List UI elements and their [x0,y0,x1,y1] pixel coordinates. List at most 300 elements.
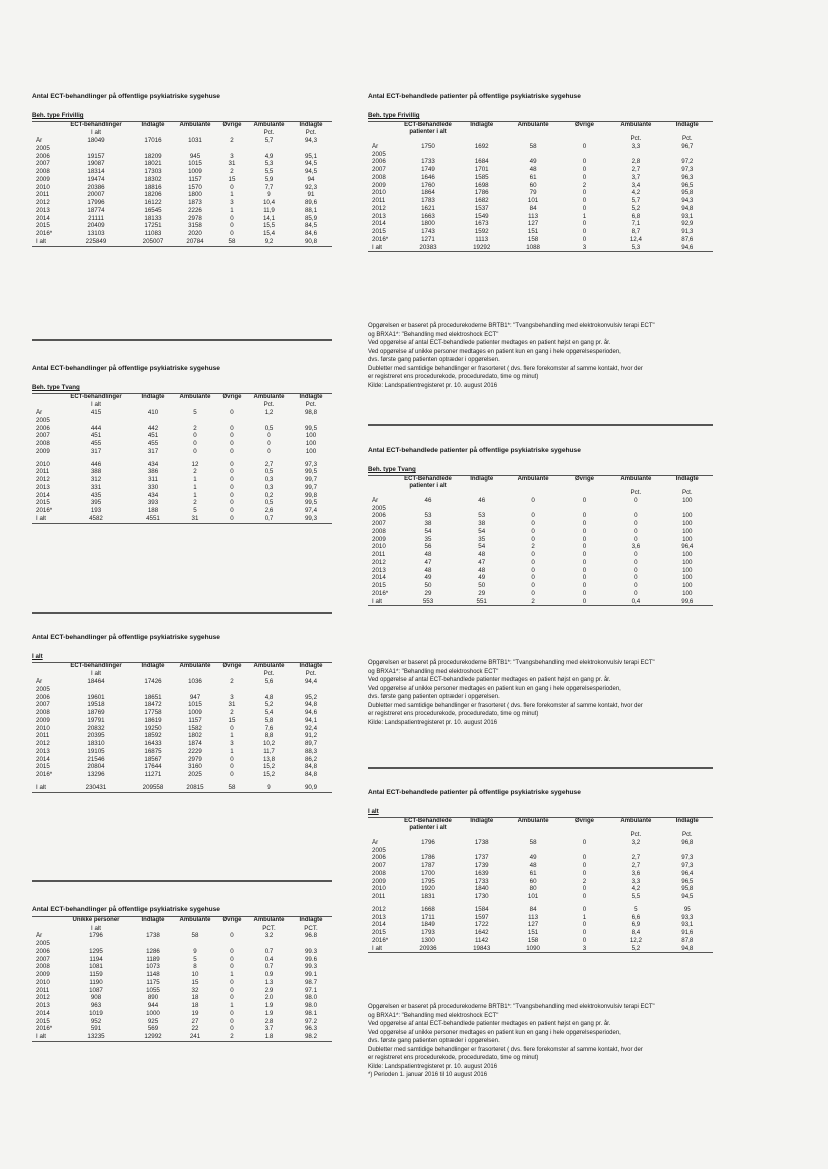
value-cell: 49 [529,158,537,166]
value-cell: 908 [90,994,102,1002]
value-cell: 93,1 [681,921,694,929]
value-cell: 11083 [144,230,162,238]
value-cell: 0 [230,440,234,448]
year-cell: 2009 [36,716,50,724]
value-cell [174,940,216,948]
year-cell: 2010 [372,885,386,893]
value-cell: 1537 [474,204,489,212]
value-cell: 9,2 [248,238,290,246]
value-cell: 19 [191,1009,199,1017]
table-row [368,205,713,213]
value-cell: 1692 [474,142,489,150]
value-cell: 0 [531,535,535,543]
value-cell [610,151,661,159]
value-cell: 1639 [474,869,489,877]
value-cell [132,145,174,153]
value-cell: 3 [230,199,234,207]
year-cell: 2010 [36,978,50,986]
table-title: Antal ECT-behandlede patienter på offentlige psykiatriske sygehuse [368,447,581,454]
value-cell: 100 [682,558,693,566]
value-cell [60,417,132,425]
value-cell: 31 [228,701,236,709]
value-cell: 0 [230,483,234,491]
table-row [368,551,713,559]
table-body [368,497,713,606]
value-cell: 92,3 [304,183,318,191]
value-cell: 15 [191,978,199,986]
value-cell: 94,8 [304,701,318,709]
table-row [32,468,332,476]
value-cell: 95,2 [304,693,318,701]
value-cell: 56 [424,543,432,551]
value-cell: 90,8 [290,238,332,246]
value-cell: 98.2 [290,1033,332,1041]
value-cell: 17303 [144,168,162,176]
value-cell [507,505,558,513]
value-cell: 11,7 [263,747,275,755]
value-cell: 0 [230,214,234,222]
value-cell: 91,2 [304,732,318,740]
value-cell: 5,2 [610,945,661,953]
value-cell: 94,5 [681,893,694,901]
value-cell: 20386 [87,183,105,191]
value-cell: 18206 [144,191,162,199]
year-cell: 2005 [36,685,50,693]
table-row [32,222,332,230]
value-cell: 1087 [89,986,103,994]
table-row [368,182,713,190]
value-cell: 0 [193,432,197,440]
value-cell: 1 [582,913,587,921]
value-cell: 2 [193,424,197,432]
table-row [368,166,713,174]
value-cell: 12992 [132,1033,174,1041]
year-cell: 2016* [372,936,389,944]
value-cell: 1 [230,971,234,979]
value-cell: 0 [582,838,587,846]
value-cell [216,417,248,425]
value-cell: 15,4 [262,230,276,238]
data-table: ECT-Behandlede patienter i alt Indlagte Ambulante Øvrige Ambulante Indlagte Pct. Pct. År 1796 1738 58 0 3,2 96,8 2005 2006 1786 1737 49 0 2,7 97,3 2007 1787 1739 48 0 2,7 97,3 2008 1700 1639 61 0 3,6 96,4 2009 1795 1733 60 2 3,3 96,5 2010 1920 1840 80 0 4,2 95,8 2011 1831 1730 101 0 5,5 94,5 2012 1668 1584 84 0 5 95 2013 1711 1597 113 1 6,6 93,3 2014 1849 1722 127 0 6,9 93,1 2015 1793 1642 151 0 8,4 91,6 2016* 1300 1142 158 0 12,2 87,8 I alt 20936 19843 1090 3 5,2 94,8 [368,817,713,953]
value-cell: 0 [582,574,587,582]
value-cell: 18209 [144,152,162,160]
table-row [32,145,332,153]
value-cell: 2 [193,499,197,507]
value-cell [290,417,332,425]
value-cell: 1.9 [264,1009,274,1017]
year-cell: 2010 [36,183,50,191]
value-cell: 1175 [146,978,160,986]
year-cell: 2016* [36,771,53,779]
value-cell: 10 [191,971,199,979]
value-cell: 569 [147,1025,159,1033]
year-cell: 2013 [36,1002,50,1010]
table-row [32,732,332,740]
table-row [32,238,332,246]
value-cell: 96,5 [681,877,694,885]
value-cell: 15,5 [262,222,276,230]
value-cell: 96,3 [681,173,694,181]
year-cell: 2012 [36,199,50,207]
table-row [368,189,713,197]
value-cell: 8,7 [631,228,641,236]
value-cell: 1190 [89,978,103,986]
table-row [368,590,713,598]
value-cell: 94,3 [304,137,318,145]
value-cell: 5,4 [264,709,274,717]
value-cell [507,847,558,855]
table-row [32,207,332,215]
value-cell: 0 [230,1017,234,1025]
value-cell: 0 [230,507,234,515]
year-cell: 2016* [36,1025,53,1033]
table-row [368,921,713,929]
value-cell: 13235 [60,1033,132,1041]
value-cell: 0.7 [264,947,274,955]
value-cell: 19843 [456,945,507,953]
table-subtitle: I alt [368,808,379,816]
value-cell: 0 [582,189,587,197]
value-cell: 1739 [474,862,489,870]
year-cell: 2009 [372,535,386,543]
value-cell: 97,4 [304,507,318,515]
notes-block [368,1003,798,1080]
value-cell: 2.9 [264,986,274,994]
value-cell: 1090 [507,945,558,953]
table-body [368,143,713,252]
table-row [32,417,332,425]
table-row [368,536,713,544]
data-table: ECT-Behandlede patienter i alt Indlagte Ambulante Øvrige Ambulante Indlagte Pct. Pct. År 1750 1692 58 0 3,3 96,7 2005 2006 1733 1684 49 0 2,8 97,2 2007 1749 1701 48 0 2,7 97,3 2008 1646 1585 61 0 3,7 96,3 2009 1760 1698 60 2 3,4 96,5 2010 1864 1786 79 0 4,2 95,8 2011 1783 1682 101 0 5,7 94,3 2012 1621 1537 84 0 5,2 94,8 2013 1663 1549 113 1 6,8 93,1 2014 1800 1673 127 0 7,1 92,9 2015 1743 1592 151 0 8,7 91,3 2016* 1271 1113 158 0 12,4 87,6 I alt 20383 19292 1088 3 5,3 94,6 [368,121,713,252]
value-cell: 0 [531,589,535,597]
table-row [368,862,713,870]
table-row [368,543,713,551]
table-row [32,137,332,145]
value-cell: 1684 [474,158,489,166]
value-cell: 1157 [188,716,202,724]
value-cell: 94,5 [304,168,318,176]
value-cell: 5,9 [264,175,274,183]
note-line: Opgørelsen er baseret på procedurekoderne BRTB1*: "Tvangsbehandling med elektrokonvulsiv terapi ECT" [368,323,655,329]
value-cell: 5,7 [264,137,274,145]
value-cell: 1663 [421,212,435,220]
value-cell: 18651 [144,693,162,701]
table-block-patienter-ialt [368,789,713,953]
value-cell: 99.3 [304,963,318,971]
value-cell: 3,6 [631,543,641,551]
table-row [368,228,713,236]
value-cell: 3 [559,945,610,953]
value-cell: 0 [230,755,234,763]
value-cell: 47 [478,558,486,566]
value-cell [507,151,558,159]
year-cell: 2010 [36,724,50,732]
value-cell: 4,8 [264,693,274,701]
value-cell [456,847,507,855]
table-row [32,940,332,948]
value-cell [559,847,610,855]
value-cell: 1730 [474,893,489,901]
year-cell: 2014 [372,574,386,582]
value-cell: 80 [529,885,537,893]
value-cell: 19518 [87,701,105,709]
value-cell: 29 [424,589,432,597]
year-cell: 2012 [372,905,386,913]
value-cell: 1873 [188,199,202,207]
value-cell: 0 [634,496,638,504]
value-cell: 1787 [421,862,435,870]
value-cell: 1795 [421,877,435,885]
note-line: Dubletter med samtidige behandlinger er frasorteret ( dvs. flere forekomster af samme kontakt, hvor der [368,1046,643,1053]
value-cell: 0 [230,1025,234,1033]
value-cell: 20804 [87,763,105,771]
value-cell: 14,1 [262,214,276,222]
value-cell: 94,3 [681,197,694,205]
value-cell: 4,2 [631,189,641,197]
value-cell: 386 [147,468,159,476]
value-cell: 0 [531,574,535,582]
note-line: Dubletter med samtidige behandlinger er frasorteret ( dvs. flere forekomster af samme kontakt, hvor der [368,702,643,709]
value-cell: 1582 [188,724,202,732]
value-cell: 19292 [456,244,507,252]
value-cell: 93,3 [681,913,694,921]
table-row [368,839,713,847]
table-row [32,184,332,192]
value-cell: 209558 [132,779,174,792]
table-row [32,199,332,207]
table-row [32,779,332,792]
value-cell: 96,4 [681,543,694,551]
value-cell: 50 [424,582,432,590]
value-cell: 1 [193,491,197,499]
table-row [32,1025,332,1033]
value-cell: 94,8 [662,945,713,953]
value-cell: 1786 [421,854,435,862]
value-cell: 1570 [188,183,202,191]
value-cell: 0 [559,598,610,606]
value-cell: 7,6 [264,724,274,732]
value-cell: 8 [193,963,197,971]
value-cell: 5 [634,905,638,913]
year-cell: I alt [368,598,400,606]
table-body [32,137,332,246]
value-cell: 0 [582,235,587,243]
note-line: er registreret ens procedurekode, proceduredato, time og minut) [368,1055,539,1062]
value-cell: 89,7 [304,740,318,748]
value-cell: 4,2 [631,885,641,893]
value-cell [662,847,713,855]
value-cell: 1271 [421,235,435,243]
table-row [368,582,713,590]
value-cell: 0 [634,582,638,590]
note-line: Ved opgørelse af antal ECT-behandlede patienter medtages en patient højst en gang pr. år. [368,340,611,347]
value-cell: 5,5 [264,168,274,176]
value-cell: 551 [456,598,507,606]
section-divider [368,767,713,769]
table-row [32,717,332,725]
year-cell: År [372,496,379,504]
value-cell: 95,8 [681,885,694,893]
value-cell: 15,2 [262,771,276,779]
value-cell: 49 [424,574,432,582]
value-cell: 0 [582,551,587,559]
table-row [368,236,713,244]
value-cell: 0 [582,520,587,528]
value-cell: 93,1 [681,212,694,220]
year-cell: 2012 [372,204,386,212]
value-cell: 1113 [475,235,489,243]
table-block-behandlinger-ialt [32,634,332,793]
year-cell: 2013 [372,212,386,220]
value-cell: 20007 [87,191,105,199]
value-cell: 54 [424,527,432,535]
note-line: Ved opgørelse af antal ECT-behandlede patienter medtages en patient højst en gang pr. år. [368,677,611,684]
table-row [32,153,332,161]
table-row [32,409,332,417]
value-cell: 0 [634,512,638,520]
value-cell: 10,2 [262,740,276,748]
note-line: og BRXA1*: "Behandling med elektroshock ECT" [368,1012,499,1019]
value-cell: 0 [634,589,638,597]
value-cell: 19791 [87,716,105,724]
value-cell: 0 [582,166,587,174]
value-cell: 20936 [400,945,456,953]
table-row [368,937,713,945]
value-cell: 241 [174,1033,216,1041]
value-cell: 1783 [421,197,435,205]
value-cell: 11,9 [263,206,275,214]
value-cell: 1840 [474,885,489,893]
value-cell: 1793 [421,929,435,937]
value-cell: 2,8 [631,158,641,166]
value-cell: 415 [90,409,102,417]
value-cell: 20832 [87,724,105,732]
value-cell: 27 [191,1017,199,1025]
value-cell: 100 [682,520,693,528]
value-cell: 18310 [87,740,105,748]
value-cell: 18774 [87,206,105,214]
value-cell: 3.7 [264,1025,274,1033]
data-table: ECT-behandlinger Indlagte Ambulante Øvrige Ambulante Indlagte I alt Pct. Pct. År 18049 17016 1031 2 5,7 94,3 2005 2006 19157 18209 945 3 4,9 95,1 2007 19087 18021 1015 31 5,3 94,5 2008 18314 17303 1009 2 5,5 94,5 2009 19474 18302 1157 15 5,9 94 2010 20386 18816 1570 0 7,7 92,3 2011 20007 18206 1800 1 9 91 2012 17996 16122 1873 3 10,4 89,6 2013 18774 16545 2226 1 11,9 88,1 2014 21111 18133 2978 0 14,1 85,9 2015 20409 17251 3158 0 15,5 84,5 2016* 13103 11083 2020 0 15,4 84,6 I alt 225849 205007 20784 58 9,2 90,8 [32,121,332,247]
value-cell: 963 [90,1002,102,1010]
value-cell: 18464 [87,678,105,686]
value-cell: 0 [230,763,234,771]
value-cell: 18619 [144,716,162,724]
value-cell: 1142 [475,936,489,944]
year-cell: 2007 [372,166,386,174]
year-cell: 2008 [372,173,386,181]
table-body [32,678,332,792]
year-cell: 2016* [36,507,53,515]
value-cell: 1864 [421,189,435,197]
note-line: er registreret ens procedurekode, proceduredato, time og minut) [368,711,539,718]
value-cell: 90,9 [290,779,332,792]
value-cell: 0 [634,535,638,543]
value-cell: 0 [216,515,248,523]
year-cell: 2011 [36,986,50,994]
note-line: dvs. første gang patienten optræder i opgørelsen. [368,1038,500,1045]
table-row [32,740,332,748]
value-cell: 99,3 [290,515,332,523]
table-body [32,409,332,523]
value-cell: 99.3 [304,947,318,955]
value-cell: 0 [531,566,535,574]
value-cell: 18021 [144,160,162,168]
value-cell: 50 [478,582,486,590]
table-row [368,901,713,914]
note-line: Kilde: Landspatientregisteret pr. 10. august 2016 [368,1063,498,1070]
value-cell: 58 [216,238,248,246]
value-cell: 5,3 [610,244,661,252]
year-cell: 2006 [36,152,50,160]
value-cell: 312 [90,476,102,484]
year-cell: År [36,678,43,686]
value-cell: 331 [90,483,102,491]
year-cell: 2015 [36,763,50,771]
table-row [32,748,332,756]
value-cell: 0 [582,869,587,877]
value-cell: 0 [230,222,234,230]
value-cell: 0 [230,963,234,971]
year-cell: 2014 [36,214,50,222]
value-cell: 2 [531,543,535,551]
value-cell: 0,3 [264,476,274,484]
value-cell: 1737 [474,854,489,862]
value-cell: 2.0 [264,994,274,1002]
value-cell: 95,8 [681,189,694,197]
value-cell: 3 [230,740,234,748]
value-cell: 48 [424,551,432,559]
note-line: Kilde: Landspatientregisteret pr. 10. august 2016 [368,382,498,389]
value-cell: 0 [230,978,234,986]
value-cell: 0.4 [264,955,274,963]
value-cell: 94,6 [304,709,318,717]
note-line: dvs. første gang patienten optræder i opgørelsen. [368,694,500,701]
value-cell: 1015 [188,701,202,709]
value-cell: 0 [582,885,587,893]
value-cell: 0 [582,197,587,205]
notes-list [368,659,798,727]
value-cell: 3.2 [264,932,274,940]
value-cell: 0 [531,551,535,559]
table-row [32,484,332,492]
value-cell: 3,4 [631,181,641,189]
value-cell: 1088 [507,244,558,252]
value-cell: 0 [582,142,587,150]
value-cell: 0 [230,432,234,440]
year-cell: 2012 [36,476,50,484]
table-row [32,771,332,779]
value-cell: 2,6 [264,507,274,515]
year-cell: År [36,137,43,145]
value-cell: 1592 [474,228,489,236]
value-cell: 48 [478,566,486,574]
value-cell: 95 [683,905,691,913]
value-cell: 5,2 [631,204,641,212]
year-cell: 2016* [36,230,53,238]
value-cell: 11271 [144,771,162,779]
value-cell: 54 [478,543,486,551]
value-cell: 16875 [144,747,162,755]
year-cell: 2007 [36,701,50,709]
table-row [368,151,713,159]
table-block-behandlinger-frivillig [32,93,332,247]
year-cell: 2012 [36,994,50,1002]
note-line: Opgørelsen er baseret på procedurekoderne BRTB1*: "Tvangsbehandling med elektrokonvulsiv terapi ECT" [368,1004,655,1010]
value-cell: 1 [193,483,197,491]
value-cell: 451 [90,432,102,440]
value-cell: 0,3 [264,483,274,491]
